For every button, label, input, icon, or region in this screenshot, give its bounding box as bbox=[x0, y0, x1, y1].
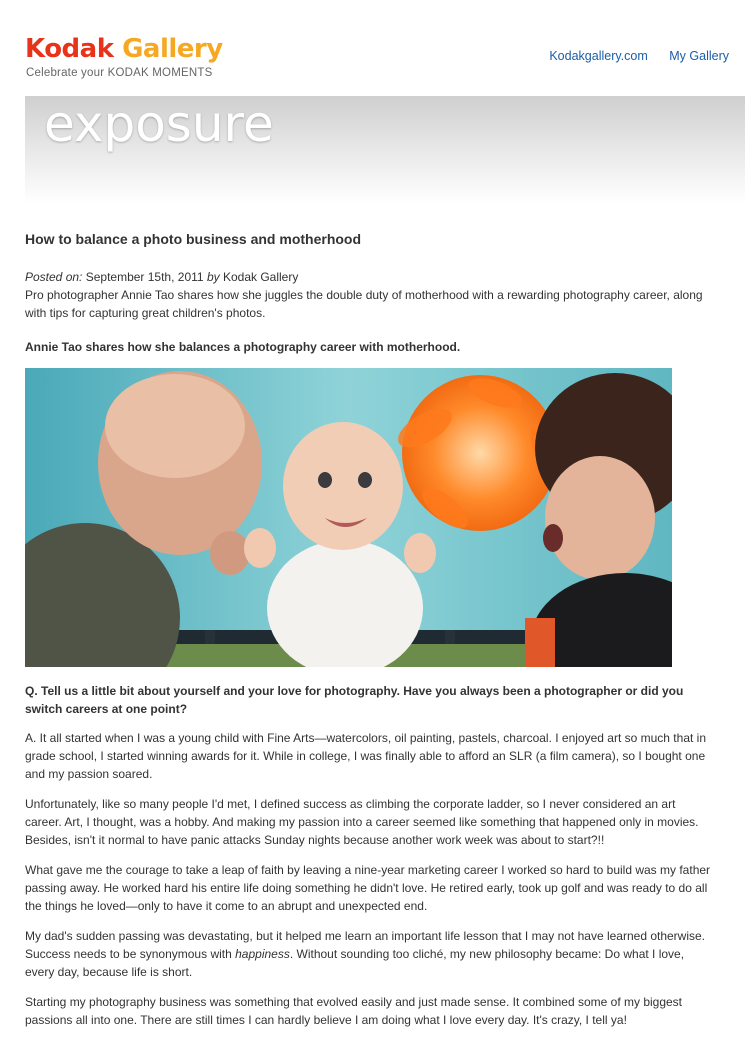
article-summary: Pro photographer Annie Tao shares how she juggles the double duty of motherhood with a rewarding photography career, along with tips for capturing great children's photos. bbox=[25, 288, 703, 320]
logo-gallery-text: Gallery bbox=[122, 34, 223, 64]
nav-link-kodakgallery[interactable]: Kodakgallery.com bbox=[549, 49, 648, 63]
top-nav bbox=[531, 49, 729, 63]
author: Kodak Gallery bbox=[222, 270, 299, 284]
article-subhead: Annie Tao shares how she balances a photography career with motherhood. bbox=[25, 340, 461, 354]
article-title: How to balance a photo business and motherhood bbox=[25, 231, 362, 247]
banner-title: exposure bbox=[44, 95, 274, 153]
nav-link-my-gallery[interactable]: My Gallery bbox=[669, 49, 729, 63]
answer-paragraph-4 bbox=[25, 927, 715, 981]
site-header bbox=[0, 0, 745, 96]
paragraph-4-emphasis: happiness bbox=[235, 947, 290, 961]
interview-question: Q. Tell us a little bit about yourself and your love for photography. Have you always been a photographer or did you switch careers at one point? bbox=[25, 684, 684, 716]
posted-date: September 15th, 2011 bbox=[85, 270, 204, 284]
exposure-banner bbox=[25, 96, 745, 204]
article bbox=[25, 230, 715, 1041]
logo-kodak-text: Kodak bbox=[25, 34, 114, 64]
posted-label: Posted on: bbox=[25, 270, 83, 284]
answer-paragraph-3: What gave me the courage to take a leap of faith by leaving a nine-year marketing career I worked so hard to build was my father passing away. He worked hard his entire life doing something he didn't love. He retired early, took up golf and was ready to do all the things he loved—only to have it come to an abrupt and unexpected end. bbox=[25, 863, 711, 913]
tagline: Celebrate your KODAK MOMENTS bbox=[26, 67, 213, 79]
family-photo-image bbox=[25, 368, 672, 667]
answer-paragraph-2: Unfortunately, like so many people I'd met, I defined success as climbing the corporate ladder, so I never considered an art career. Art, I thought, was a hobby. And making my passion into a career seemed like something that happened only in movies. Besides, isn't it normal to have panic attacks Sunday nights because another work week was about to start?!! bbox=[25, 797, 699, 847]
answer-paragraph-1: A. It all started when I was a young child with Fine Arts—watercolors, oil painting, pastels, charcoal. I enjoyed art so much that in grade school, I started winning awards for it. While in college, I was finally able to afford an SLR (a film camera), so I bought one and my passion soared. bbox=[25, 731, 706, 781]
kodak-gallery-logo[interactable] bbox=[25, 34, 223, 64]
paragraph-4-text-b: . Without sounding too cliché, my new philosophy became: Do what I love, every day, because life is short. bbox=[25, 947, 685, 979]
family-photo bbox=[25, 368, 672, 667]
paragraph-4-text-a: My dad's sudden passing was devastating, but it helped me learn an important life lesson that I may not have learned otherwise. Success needs to be synonymous with bbox=[25, 929, 706, 961]
answer-paragraph-5: Starting my photography business was something that evolved easily and just made sense. It combined some of my biggest passions all into one. There are still times I can hardly believe I am doing what I love every day. It's crazy, I tell ya! bbox=[25, 995, 683, 1027]
article-meta bbox=[25, 268, 715, 286]
by-label: by bbox=[206, 270, 220, 284]
